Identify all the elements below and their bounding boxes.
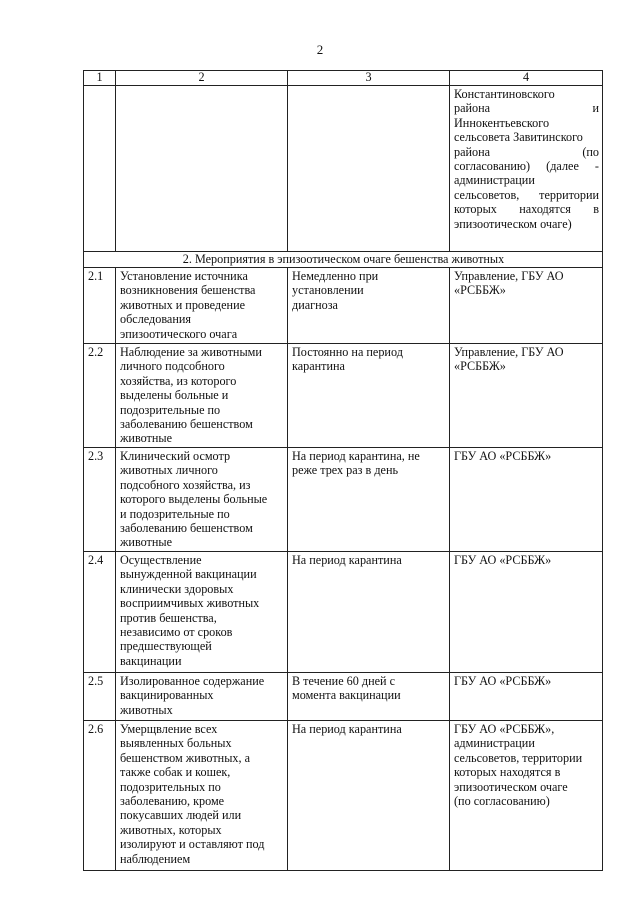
page-number: 2 (316, 42, 324, 57)
continued-line: сельсоветов, территории (454, 187, 599, 202)
measure-cell: Установление источника возникновения бешенства животных и проведение обследования эпизоотического очага (116, 268, 288, 344)
term-cell: На период карантина, не реже трех раз в день (288, 448, 450, 552)
continued-term-cell (288, 86, 450, 252)
responsible-cell: ГБУ АО «РСББЖ» (450, 448, 603, 552)
term-cell: На период карантина (288, 721, 450, 871)
row-number: 2.2 (84, 344, 116, 448)
measure-cell: Клинический осмотр животных личного подсобного хозяйства, из которого выделены больные и подозрительные по заболеванию бешенством животные (116, 448, 288, 552)
section-title: 2. Мероприятия в эпизоотическом очаге бешенства животных (84, 252, 603, 268)
responsible-cell: ГБУ АО «РСББЖ» (450, 552, 603, 673)
continued-measure-cell (116, 86, 288, 252)
continued-responsible-cell (450, 86, 603, 252)
row-number: 2.4 (84, 552, 116, 673)
responsible-cell: ГБУ АО «РСББЖ», администрации сельсоветов, территории которых находятся в эпизоотическом очаге (по согласованию) (450, 721, 603, 871)
continued-line: района и (454, 101, 599, 116)
row-number: 2.1 (84, 268, 116, 344)
term-cell: Постоянно на период карантина (288, 344, 450, 448)
table-row (84, 552, 603, 673)
measure-cell: Умерщвление всех выявленных больных бешенством животных, а также собак и кошек, подозрительных по заболеванию, кроме покусавших людей или животных, которых изолируют и оставляют под наблюдением (116, 721, 288, 871)
continued-row (84, 86, 603, 252)
header-col-1: 1 (84, 71, 116, 86)
header-col-4: 4 (450, 71, 603, 86)
continued-line: согласованию) (далее - (454, 159, 599, 174)
row-number: 2.3 (84, 448, 116, 552)
measure-cell: Изолированное содержание вакцинированных животных (116, 673, 288, 721)
term-cell: На период карантина (288, 552, 450, 673)
header-col-3: 3 (288, 71, 450, 86)
continued-line: эпизоотическом очаге) (454, 216, 572, 231)
continued-line: Иннокентьевского (454, 115, 550, 130)
measures-table (83, 70, 603, 871)
continued-line: которых находятся в (454, 202, 599, 217)
responsible-cell: Управление, ГБУ АО «РСББЖ» (450, 344, 603, 448)
responsible-cell: ГБУ АО «РСББЖ» (450, 673, 603, 721)
measure-cell: Осуществление вынужденной вакцинации клинически здоровых восприимчивых животных против бешенства, независимо от сроков предшествующей вакцинации (116, 552, 288, 673)
table-header-row (84, 71, 603, 86)
table-row (84, 721, 603, 871)
continued-num-cell (84, 86, 116, 252)
row-number: 2.5 (84, 673, 116, 721)
header-col-2: 2 (116, 71, 288, 86)
term-cell: В течение 60 дней с момента вакцинации (288, 673, 450, 721)
responsible-cell: Управление, ГБУ АО «РСББЖ» (450, 268, 603, 344)
section-row (84, 252, 603, 268)
continued-line: сельсовета Завитинского (454, 130, 583, 145)
term-cell: Немедленно при установлении диагноза (288, 268, 450, 344)
measure-cell: Наблюдение за животными личного подсобного хозяйства, из которого выделены больные и подозрительные по заболеванию бешенством животные (116, 344, 288, 448)
table-row (84, 673, 603, 721)
continued-line: района (по (454, 144, 599, 159)
continued-line: администрации (454, 173, 535, 188)
table-row (84, 344, 603, 448)
row-number: 2.6 (84, 721, 116, 871)
continued-line: Константиновского (454, 87, 555, 101)
table-row (84, 268, 603, 344)
table-row (84, 448, 603, 552)
